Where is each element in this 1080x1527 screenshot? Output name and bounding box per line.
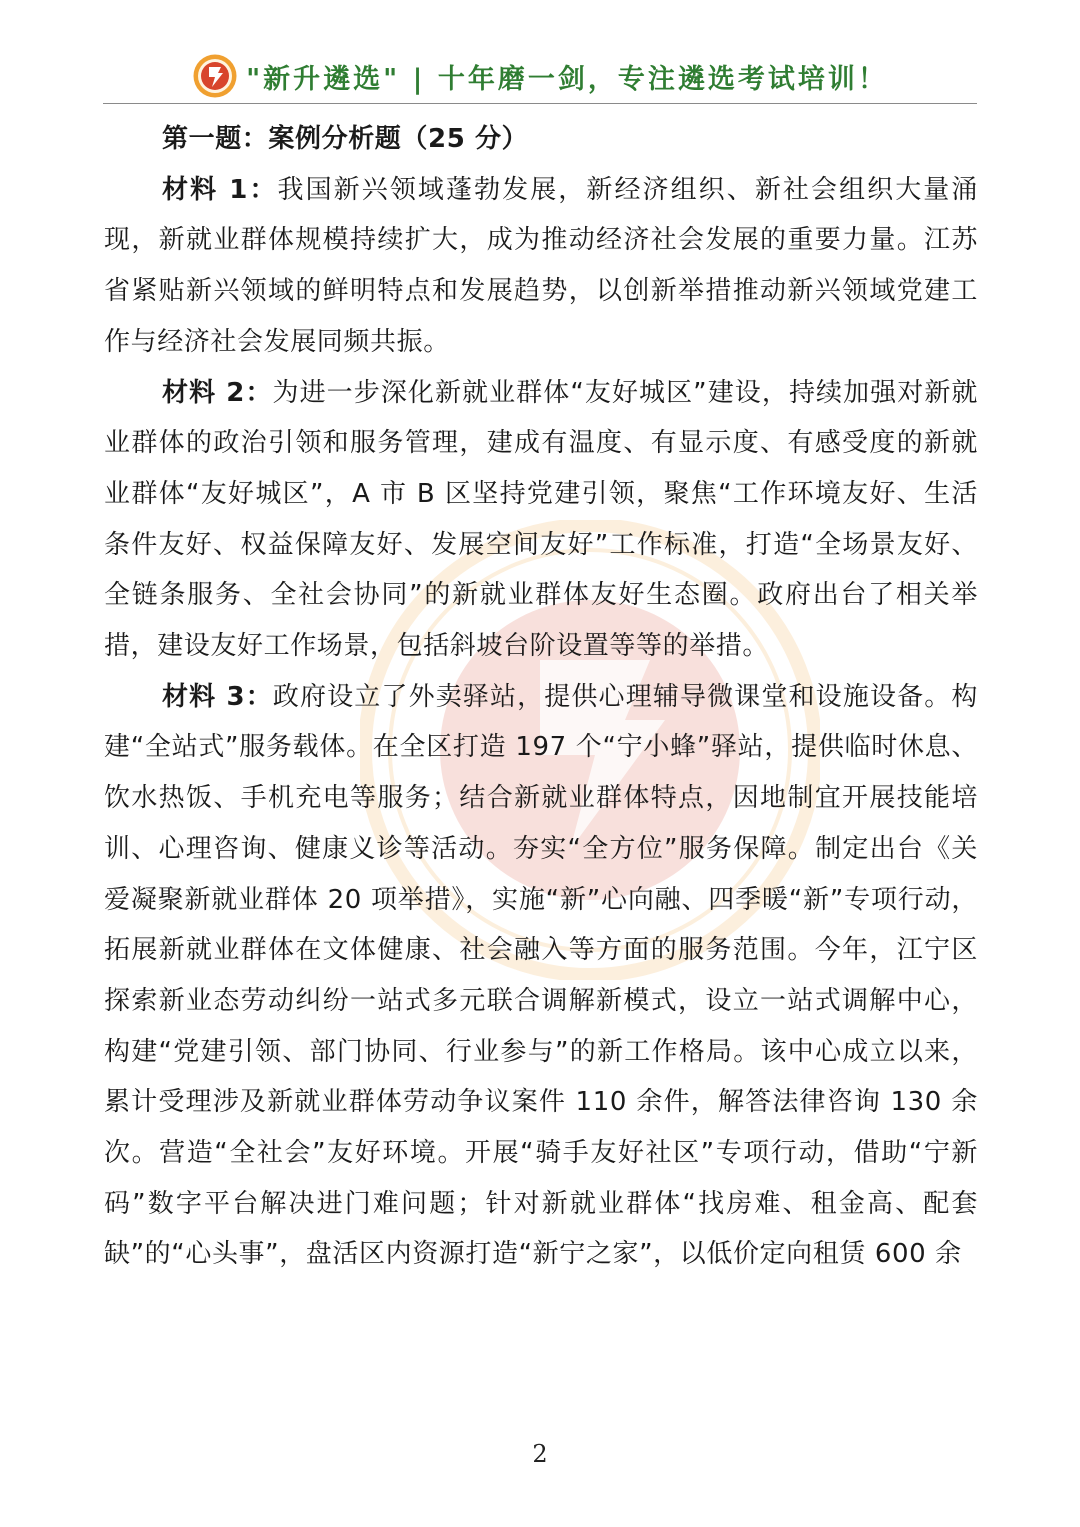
material-3-label: 材料 3： [162,681,273,712]
header-slogan: "新升遴选" | 十年磨一剑，专注遴选考试培训！ [246,63,888,95]
material-1-paragraph [104,165,978,368]
brand-logo-icon [192,53,238,99]
material-3-text: 政府设立了外卖驿站，提供心理辅导微课堂和设施设备。构建“全站式”服务载体。在全区打造 197 个“宁小蜂”驿站，提供临时休息、饮水热饭、手机充电等服务；结合新就业群体特点，因地制宜开展技能培训、心理咨询、健康义诊等活动。夯实“全方位”服务保障。制定出台《关爱凝聚新就业群体 20 项举措》，实施“新”心向融、四季暖“新”专项行动，拓展新就业群体在文体健康、社会融入等方面的服务范围。今年，江宁区探索新业态劳动纠纷一站式多元联合调解新模式，设立一站式调解中心，构建“党建引领、部门协同、行业参与”的新工作格局。该中心成立以来，累计受理涉及新就业群体劳动争议案件 110 余件，解答法律咨询 130 余次。营造“全社会”友好环境。开展“骑手友好社区”专项行动，借助“宁新码”数字平台解决进门难问题；针对新就业群体“找房难、租金高、配套缺”的“心头事”，盘活区内资源打造“新宁之家”，以低价定向租赁 600 余 [104,681,978,1270]
page-header [103,50,977,102]
material-3-paragraph [104,672,978,1280]
material-1-label: 材料 1： [162,174,278,205]
header-divider [103,103,977,104]
material-2-label: 材料 2： [162,377,273,408]
page-number: 2 [532,1440,548,1468]
material-2-paragraph [104,368,978,672]
section-title: 第一题：案例分析题（25 分） [162,124,529,154]
material-2-text: 为进一步深化新就业群体“友好城区”建设，持续加强对新就业群体的政治引领和服务管理，建成有温度、有显示度、有感受度的新就业群体“友好城区”，A 市 B 区坚持党建引领，聚焦“工作环境友好、生活条件友好、权益保障友好、发展空间友好”工作标准，打造“全场景友好、全链条服务、全社会协同”的新就业群体友好生态圈。政府出台了相关举措，建设友好工作场景，包括斜坡台阶设置等等的举措。 [104,377,978,662]
material-1-text: 我国新兴领域蓬勃发展，新经济组织、新社会组织大量涌现，新就业群体规模持续扩大，成为推动经济社会发展的重要力量。江苏省紧贴新兴领域的鲜明特点和发展趋势，以创新举措推动新兴领域党建工作与经济社会发展同频共振。 [104,174,978,357]
document-body [104,114,978,1280]
